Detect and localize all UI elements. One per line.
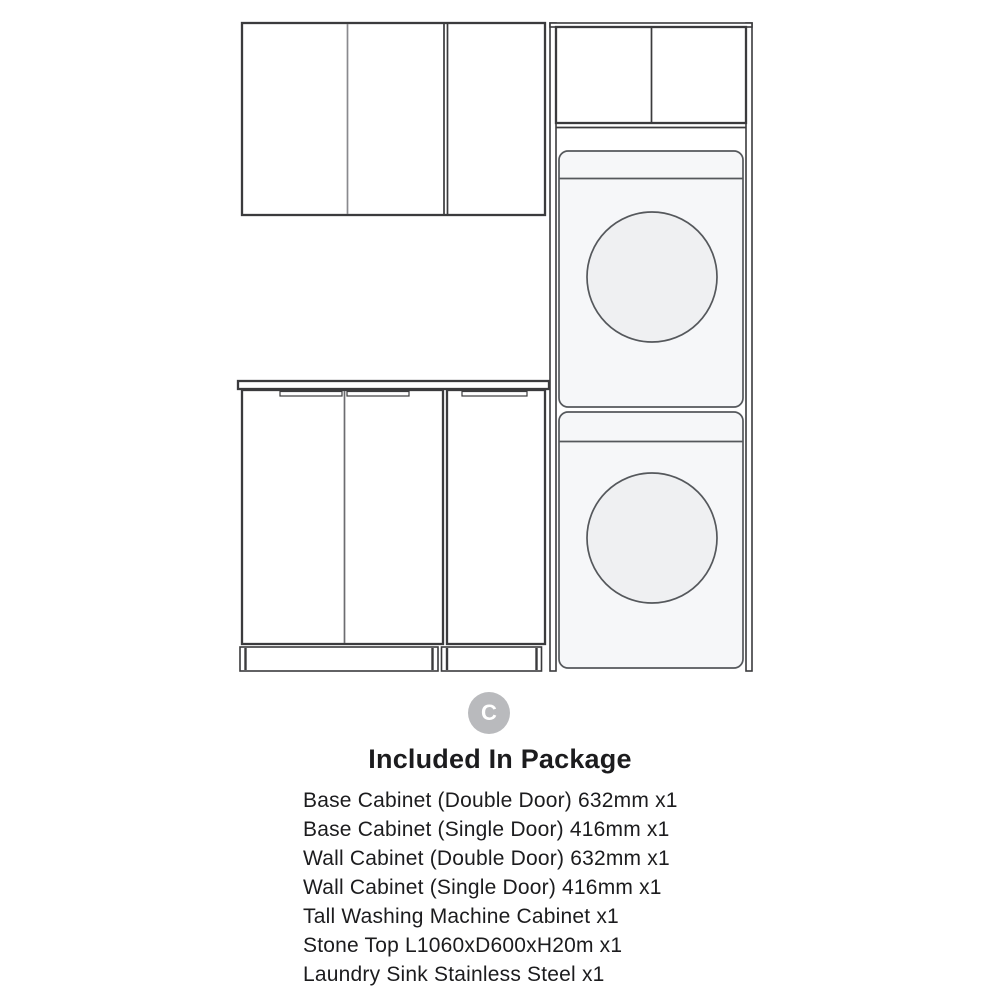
package-item: Base Cabinet (Single Door) 416mm x1 xyxy=(303,818,670,841)
dryer xyxy=(559,412,743,668)
package-item: Wall Cabinet (Single Door) 416mm x1 xyxy=(303,876,662,899)
stone-top xyxy=(238,381,549,389)
washing-machine xyxy=(559,151,743,407)
wall-cabinets xyxy=(242,23,545,215)
annotation-badge xyxy=(468,692,510,734)
kickboard-left xyxy=(240,647,438,671)
section-heading: Included In Package xyxy=(368,744,632,774)
wall-cabinet-frame xyxy=(242,23,545,215)
package-item: Wall Cabinet (Double Door) 632mm x1 xyxy=(303,847,670,870)
package-list xyxy=(303,786,678,989)
package-item: Base Cabinet (Double Door) 632mm x1 xyxy=(303,789,678,812)
package-item: Laundry Sink Stainless Steel x1 xyxy=(303,963,605,986)
base-single-door-handle xyxy=(462,392,527,397)
base-middle-door-handle xyxy=(347,392,409,397)
dryer-door-circle xyxy=(587,473,717,603)
base-cabinet-double-door xyxy=(242,390,443,644)
base-cabinet-single-door xyxy=(447,390,545,644)
tall-washing-machine-cabinet xyxy=(550,23,752,671)
annotation-badge-label: C xyxy=(481,700,497,725)
package-item: Stone Top L1060xD600xH20m x1 xyxy=(303,934,623,957)
kickboard-right xyxy=(442,647,542,671)
package-item: Tall Washing Machine Cabinet x1 xyxy=(303,905,619,928)
base-left-door-handle xyxy=(280,392,342,397)
base-cabinets xyxy=(238,381,549,671)
washer-door-circle xyxy=(587,212,717,342)
